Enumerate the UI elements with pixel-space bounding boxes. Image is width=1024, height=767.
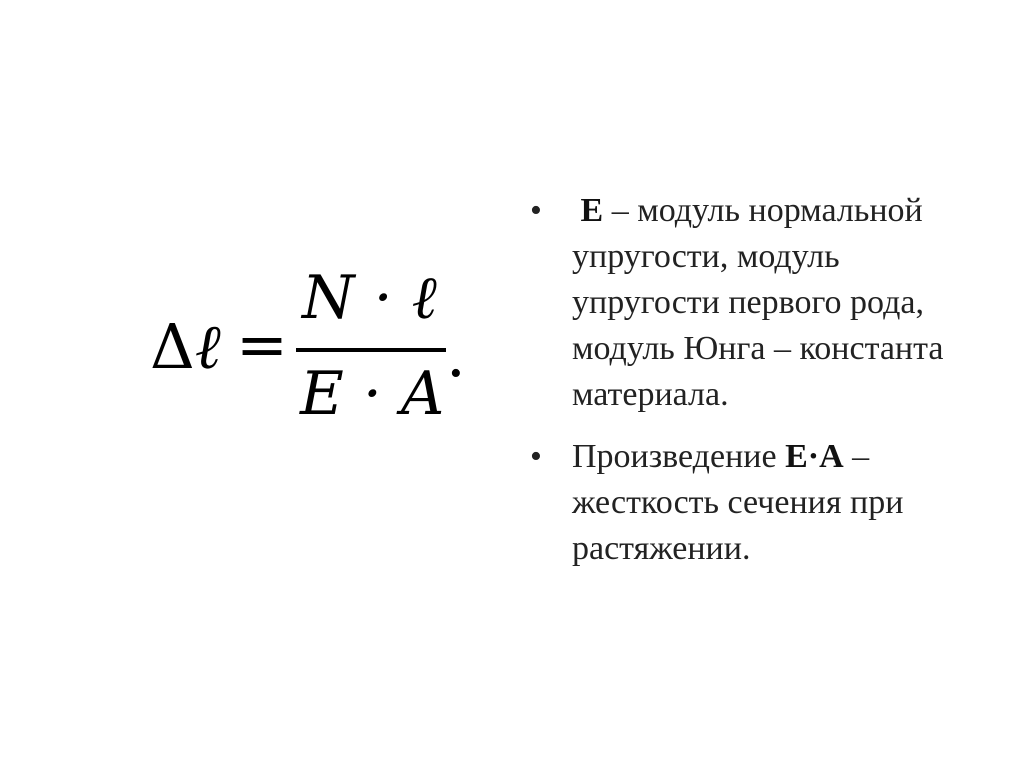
bullet-list <box>530 188 970 588</box>
elongation-formula <box>150 263 480 438</box>
bullet-item-modulus <box>530 188 970 418</box>
bullet-bold-prefix: E <box>580 192 604 229</box>
formula-ell: ℓ <box>194 310 221 383</box>
bullet-marker: • <box>530 192 542 229</box>
bullet-marker: • <box>530 438 542 475</box>
formula-equals: = <box>236 308 288 381</box>
bullet-bold-part: E·A <box>785 438 844 475</box>
formula-numerator: N · ℓ <box>302 263 437 333</box>
bullet-text-suffix: – жесткость сечения при растяжении. <box>572 438 904 567</box>
formula-period: . <box>446 318 466 391</box>
formula-denominator: E · A <box>300 359 445 429</box>
bullet-item-stiffness <box>530 434 970 572</box>
bullet-text-prefix: Произведение <box>572 438 786 475</box>
fraction-bar <box>296 348 446 352</box>
formula-delta: Δ <box>150 310 195 383</box>
formula-lhs <box>150 310 221 383</box>
bullet-text: – модуль нормальной упругости, модуль упругости первого рода, модуль Юнга – константа материала. <box>572 192 944 413</box>
